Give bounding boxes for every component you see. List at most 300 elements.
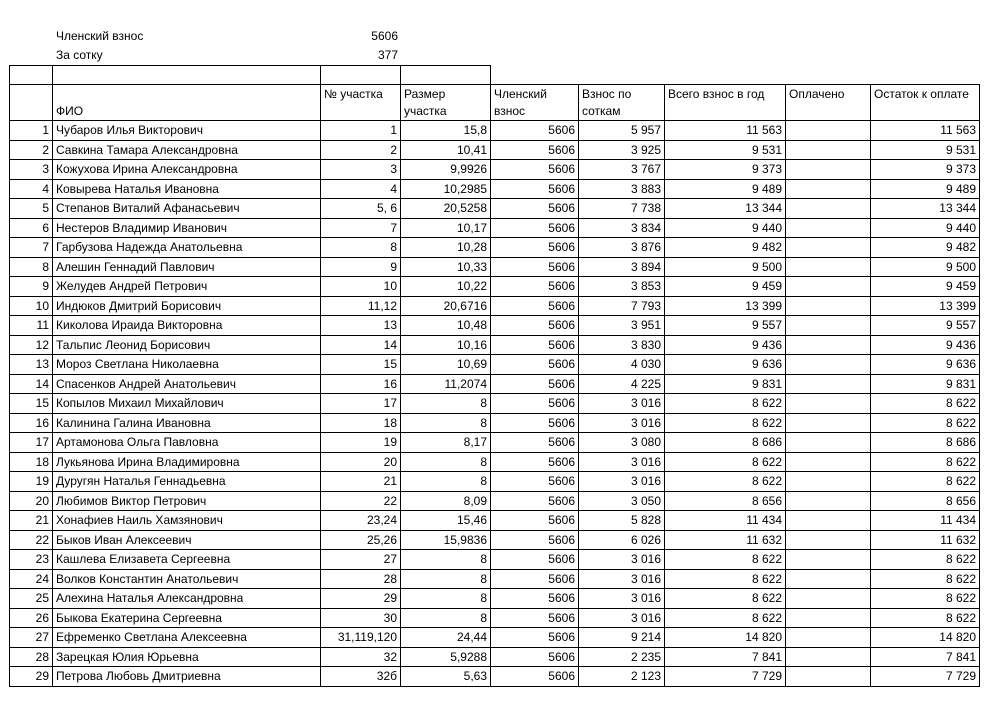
row-index: 10 <box>10 296 53 316</box>
table-row <box>10 179 980 199</box>
table-row <box>10 530 980 550</box>
row-total-year: 7 841 <box>665 647 786 667</box>
row-member-fee: 5606 <box>491 140 579 160</box>
row-member-fee: 5606 <box>491 238 579 258</box>
row-name: Мороз Светлана Николаевна <box>53 355 321 375</box>
row-sotka-fee: 2 235 <box>579 647 665 667</box>
row-paid <box>786 374 871 394</box>
row-remaining: 9 831 <box>871 374 980 394</box>
row-member-fee: 5606 <box>491 472 579 492</box>
row-plot-size: 8 <box>401 550 491 570</box>
row-name: Степанов Виталий Афанасьевич <box>53 199 321 219</box>
header-plot-size: Размер участка <box>401 85 491 121</box>
row-paid <box>786 121 871 141</box>
row-index: 26 <box>10 608 53 628</box>
row-total-year: 13 399 <box>665 296 786 316</box>
row-plot-size: 10,69 <box>401 355 491 375</box>
table-row <box>10 413 980 433</box>
row-plot-no: 19 <box>321 433 401 453</box>
row-plot-size: 15,46 <box>401 511 491 531</box>
row-total-year: 9 489 <box>665 179 786 199</box>
row-paid <box>786 257 871 277</box>
row-member-fee: 5606 <box>491 394 579 414</box>
row-total-year: 9 500 <box>665 257 786 277</box>
per-sotka-value: 377 <box>377 48 398 62</box>
row-total-year: 13 344 <box>665 199 786 219</box>
row-sotka-fee: 3 834 <box>579 218 665 238</box>
row-plot-no: 22 <box>321 491 401 511</box>
row-remaining: 8 656 <box>871 491 980 511</box>
row-total-year: 9 636 <box>665 355 786 375</box>
row-plot-size: 8 <box>401 608 491 628</box>
row-total-year: 9 440 <box>665 218 786 238</box>
row-plot-no: 7 <box>321 218 401 238</box>
row-plot-size: 8,09 <box>401 491 491 511</box>
row-plot-no: 4 <box>321 179 401 199</box>
row-sotka-fee: 3 016 <box>579 569 665 589</box>
row-remaining: 14 820 <box>871 628 980 648</box>
row-plot-size: 10,16 <box>401 335 491 355</box>
row-index: 27 <box>10 628 53 648</box>
row-name: Быкова Екатерина Сергеевна <box>53 608 321 628</box>
table-row <box>10 608 980 628</box>
row-sotka-fee: 3 925 <box>579 140 665 160</box>
row-sotka-fee: 3 050 <box>579 491 665 511</box>
header-index <box>10 85 53 121</box>
row-name: Хонафиев Наиль Хамзянович <box>53 511 321 531</box>
row-member-fee: 5606 <box>491 569 579 589</box>
table-row <box>10 511 980 531</box>
row-remaining: 8 622 <box>871 452 980 472</box>
row-total-year: 7 729 <box>665 667 786 687</box>
row-remaining: 11 632 <box>871 530 980 550</box>
row-plot-no: 32 <box>321 647 401 667</box>
row-remaining: 8 622 <box>871 550 980 570</box>
row-total-year: 9 459 <box>665 277 786 297</box>
row-plot-size: 15,9836 <box>401 530 491 550</box>
row-name: Алехина Наталья Александровна <box>53 589 321 609</box>
row-remaining: 13 399 <box>871 296 980 316</box>
row-paid <box>786 452 871 472</box>
row-member-fee: 5606 <box>491 589 579 609</box>
row-sotka-fee: 7 738 <box>579 199 665 219</box>
table-row <box>10 218 980 238</box>
row-paid <box>786 355 871 375</box>
row-remaining: 9 373 <box>871 160 980 180</box>
row-plot-no: 15 <box>321 355 401 375</box>
blank-cell <box>871 66 980 85</box>
row-member-fee: 5606 <box>491 608 579 628</box>
row-member-fee: 5606 <box>491 218 579 238</box>
row-plot-no: 2 <box>321 140 401 160</box>
row-paid <box>786 296 871 316</box>
row-plot-size: 20,6716 <box>401 296 491 316</box>
row-name: Кашлева Елизавета Сергеевна <box>53 550 321 570</box>
table-row <box>10 452 980 472</box>
row-sotka-fee: 3 016 <box>579 589 665 609</box>
table-row <box>10 238 980 258</box>
row-plot-size: 8 <box>401 413 491 433</box>
row-plot-size: 8 <box>401 589 491 609</box>
row-name: Дуругян Наталья Геннадьевна <box>53 472 321 492</box>
row-sotka-fee: 5 828 <box>579 511 665 531</box>
row-paid <box>786 569 871 589</box>
row-plot-no: 18 <box>321 413 401 433</box>
row-member-fee: 5606 <box>491 335 579 355</box>
row-plot-no: 17 <box>321 394 401 414</box>
row-name: Петрова Любовь Дмитриевна <box>53 667 321 687</box>
row-plot-no: 27 <box>321 550 401 570</box>
row-plot-no: 1 <box>321 121 401 141</box>
row-plot-size: 15,8 <box>401 121 491 141</box>
row-sotka-fee: 3 951 <box>579 316 665 336</box>
row-paid <box>786 238 871 258</box>
row-sotka-fee: 3 883 <box>579 179 665 199</box>
row-sotka-fee: 6 026 <box>579 530 665 550</box>
row-total-year: 8 622 <box>665 394 786 414</box>
row-member-fee: 5606 <box>491 511 579 531</box>
membership-fee-label: Членский взнос <box>56 29 144 43</box>
row-total-year: 9 831 <box>665 374 786 394</box>
row-paid <box>786 647 871 667</box>
row-remaining: 13 344 <box>871 199 980 219</box>
row-index: 16 <box>10 413 53 433</box>
row-member-fee: 5606 <box>491 355 579 375</box>
row-plot-size: 8 <box>401 569 491 589</box>
table-row <box>10 569 980 589</box>
row-paid <box>786 394 871 414</box>
row-plot-size: 10,22 <box>401 277 491 297</box>
row-plot-size: 8 <box>401 472 491 492</box>
row-index: 20 <box>10 491 53 511</box>
row-name: Желудев Андрей Петрович <box>53 277 321 297</box>
row-remaining: 9 557 <box>871 316 980 336</box>
row-member-fee: 5606 <box>491 199 579 219</box>
row-remaining: 11 563 <box>871 121 980 141</box>
row-member-fee: 5606 <box>491 121 579 141</box>
row-member-fee: 5606 <box>491 433 579 453</box>
row-name: Тальпис Леонид Борисович <box>53 335 321 355</box>
row-sotka-fee: 3 016 <box>579 413 665 433</box>
row-index: 25 <box>10 589 53 609</box>
row-plot-no: 29 <box>321 589 401 609</box>
row-index: 14 <box>10 374 53 394</box>
row-plot-no: 8 <box>321 238 401 258</box>
row-remaining: 9 531 <box>871 140 980 160</box>
row-plot-no: 30 <box>321 608 401 628</box>
row-plot-no: 21 <box>321 472 401 492</box>
row-name: Волков Константин Анатольевич <box>53 569 321 589</box>
row-member-fee: 5606 <box>491 257 579 277</box>
row-name: Ковырева Наталья Ивановна <box>53 179 321 199</box>
membership-fee-value: 5606 <box>371 29 398 43</box>
row-sotka-fee: 3 876 <box>579 238 665 258</box>
row-plot-size: 8,17 <box>401 433 491 453</box>
row-name: Быков Иван Алексеевич <box>53 530 321 550</box>
header-member-fee: Членский взнос <box>491 85 579 121</box>
row-total-year: 11 563 <box>665 121 786 141</box>
row-index: 21 <box>10 511 53 531</box>
row-plot-size: 11,2074 <box>401 374 491 394</box>
row-paid <box>786 530 871 550</box>
row-plot-no: 16 <box>321 374 401 394</box>
header-row <box>10 85 980 121</box>
row-paid <box>786 335 871 355</box>
row-index: 17 <box>10 433 53 453</box>
row-member-fee: 5606 <box>491 316 579 336</box>
row-sotka-fee: 3 016 <box>579 452 665 472</box>
row-sotka-fee: 5 957 <box>579 121 665 141</box>
row-member-fee: 5606 <box>491 452 579 472</box>
blank-row <box>10 66 980 85</box>
table-row <box>10 140 980 160</box>
row-paid <box>786 413 871 433</box>
row-name: Ефременко Светлана Алексеевна <box>53 628 321 648</box>
table-row <box>10 472 980 492</box>
row-total-year: 8 686 <box>665 433 786 453</box>
row-index: 11 <box>10 316 53 336</box>
row-remaining: 8 686 <box>871 433 980 453</box>
row-member-fee: 5606 <box>491 628 579 648</box>
table-row <box>10 277 980 297</box>
row-index: 29 <box>10 667 53 687</box>
row-plot-size: 10,2985 <box>401 179 491 199</box>
table-row <box>10 199 980 219</box>
blank-cell <box>665 66 786 85</box>
row-member-fee: 5606 <box>491 647 579 667</box>
row-paid <box>786 199 871 219</box>
table-row <box>10 335 980 355</box>
row-index: 3 <box>10 160 53 180</box>
table-row <box>10 374 980 394</box>
table-row <box>10 394 980 414</box>
row-plot-no: 9 <box>321 257 401 277</box>
fees-table <box>9 65 980 687</box>
blank-cell <box>579 66 665 85</box>
row-plot-no: 25,26 <box>321 530 401 550</box>
row-total-year: 9 557 <box>665 316 786 336</box>
row-remaining: 7 729 <box>871 667 980 687</box>
blank-cell <box>491 66 579 85</box>
row-sotka-fee: 3 853 <box>579 277 665 297</box>
blank-cell <box>786 66 871 85</box>
row-plot-no: 3 <box>321 160 401 180</box>
table-row <box>10 491 980 511</box>
row-total-year: 8 622 <box>665 569 786 589</box>
row-paid <box>786 628 871 648</box>
table-row <box>10 121 980 141</box>
row-index: 4 <box>10 179 53 199</box>
row-plot-no: 23,24 <box>321 511 401 531</box>
row-total-year: 11 434 <box>665 511 786 531</box>
row-remaining: 7 841 <box>871 647 980 667</box>
row-index: 22 <box>10 530 53 550</box>
blank-cell <box>321 66 401 85</box>
row-sotka-fee: 3 894 <box>579 257 665 277</box>
row-plot-no: 28 <box>321 569 401 589</box>
row-name: Любимов Виктор Петрович <box>53 491 321 511</box>
row-plot-size: 10,48 <box>401 316 491 336</box>
row-remaining: 9 482 <box>871 238 980 258</box>
row-member-fee: 5606 <box>491 530 579 550</box>
header-paid: Оплачено <box>786 85 871 121</box>
row-name: Савкина Тамара Александровна <box>53 140 321 160</box>
row-total-year: 8 622 <box>665 608 786 628</box>
row-name: Киколова Ираида Викторовна <box>53 316 321 336</box>
row-name: Чубаров Илья Викторович <box>53 121 321 141</box>
row-sotka-fee: 3 080 <box>579 433 665 453</box>
table-row <box>10 628 980 648</box>
header-total-year: Всего взнос в год <box>665 85 786 121</box>
row-plot-size: 8 <box>401 452 491 472</box>
header-name: ФИО <box>53 85 321 121</box>
row-total-year: 8 622 <box>665 550 786 570</box>
row-plot-no: 13 <box>321 316 401 336</box>
row-paid <box>786 218 871 238</box>
blank-cell <box>53 66 321 85</box>
row-sotka-fee: 3 016 <box>579 394 665 414</box>
table-row <box>10 433 980 453</box>
row-paid <box>786 608 871 628</box>
row-member-fee: 5606 <box>491 277 579 297</box>
row-index: 23 <box>10 550 53 570</box>
row-remaining: 9 440 <box>871 218 980 238</box>
row-plot-size: 5,9288 <box>401 647 491 667</box>
row-paid <box>786 277 871 297</box>
row-member-fee: 5606 <box>491 296 579 316</box>
table-row <box>10 160 980 180</box>
row-name: Индюков Дмитрий Борисович <box>53 296 321 316</box>
row-plot-size: 20,5258 <box>401 199 491 219</box>
row-remaining: 8 622 <box>871 394 980 414</box>
row-plot-no: 5, 6 <box>321 199 401 219</box>
row-remaining: 9 500 <box>871 257 980 277</box>
row-plot-no: 32б <box>321 667 401 687</box>
row-member-fee: 5606 <box>491 550 579 570</box>
blank-cell <box>10 66 53 85</box>
table-row <box>10 647 980 667</box>
row-sotka-fee: 9 214 <box>579 628 665 648</box>
row-index: 2 <box>10 140 53 160</box>
row-paid <box>786 433 871 453</box>
row-index: 13 <box>10 355 53 375</box>
row-member-fee: 5606 <box>491 374 579 394</box>
row-plot-size: 5,63 <box>401 667 491 687</box>
row-name: Спасенков Андрей Анатольевич <box>53 374 321 394</box>
row-name: Копылов Михаил Михайлович <box>53 394 321 414</box>
row-name: Алешин Геннадий Павлович <box>53 257 321 277</box>
row-total-year: 8 622 <box>665 589 786 609</box>
row-plot-size: 10,41 <box>401 140 491 160</box>
row-remaining: 9 636 <box>871 355 980 375</box>
row-total-year: 9 531 <box>665 140 786 160</box>
row-remaining: 9 436 <box>871 335 980 355</box>
row-sotka-fee: 2 123 <box>579 667 665 687</box>
row-sotka-fee: 4 225 <box>579 374 665 394</box>
row-sotka-fee: 3 767 <box>579 160 665 180</box>
row-sotka-fee: 3 830 <box>579 335 665 355</box>
table-row <box>10 667 980 687</box>
row-total-year: 9 436 <box>665 335 786 355</box>
row-index: 24 <box>10 569 53 589</box>
row-paid <box>786 550 871 570</box>
table-row <box>10 257 980 277</box>
table-row <box>10 550 980 570</box>
row-sotka-fee: 3 016 <box>579 608 665 628</box>
table-row <box>10 355 980 375</box>
row-member-fee: 5606 <box>491 160 579 180</box>
row-member-fee: 5606 <box>491 179 579 199</box>
row-total-year: 8 622 <box>665 452 786 472</box>
row-plot-size: 10,33 <box>401 257 491 277</box>
row-plot-no: 20 <box>321 452 401 472</box>
row-index: 18 <box>10 452 53 472</box>
header-sotka-fee: Взнос по соткам <box>579 85 665 121</box>
row-name: Артамонова Ольга Павловна <box>53 433 321 453</box>
row-total-year: 9 482 <box>665 238 786 258</box>
row-index: 5 <box>10 199 53 219</box>
row-name: Калинина Галина Ивановна <box>53 413 321 433</box>
row-paid <box>786 179 871 199</box>
row-paid <box>786 316 871 336</box>
row-index: 8 <box>10 257 53 277</box>
row-name: Зарецкая Юлия Юрьевна <box>53 647 321 667</box>
blank-cell <box>401 66 491 85</box>
row-paid <box>786 472 871 492</box>
row-remaining: 8 622 <box>871 589 980 609</box>
row-remaining: 8 622 <box>871 569 980 589</box>
row-plot-size: 10,28 <box>401 238 491 258</box>
row-plot-no: 31,119,120 <box>321 628 401 648</box>
row-member-fee: 5606 <box>491 491 579 511</box>
row-paid <box>786 160 871 180</box>
row-index: 6 <box>10 218 53 238</box>
row-remaining: 8 622 <box>871 472 980 492</box>
row-sotka-fee: 7 793 <box>579 296 665 316</box>
row-index: 28 <box>10 647 53 667</box>
row-paid <box>786 511 871 531</box>
row-name: Кожухова Ирина Александровна <box>53 160 321 180</box>
row-total-year: 8 656 <box>665 491 786 511</box>
row-name: Нестеров Владимир Иванович <box>53 218 321 238</box>
row-plot-no: 11,12 <box>321 296 401 316</box>
row-plot-no: 10 <box>321 277 401 297</box>
header-plot-no: № участка <box>321 85 401 121</box>
row-remaining: 8 622 <box>871 413 980 433</box>
row-plot-size: 10,17 <box>401 218 491 238</box>
row-plot-size: 24,44 <box>401 628 491 648</box>
row-plot-size: 8 <box>401 394 491 414</box>
table-row <box>10 589 980 609</box>
row-paid <box>786 491 871 511</box>
row-paid <box>786 589 871 609</box>
table-row <box>10 316 980 336</box>
row-paid <box>786 140 871 160</box>
row-sotka-fee: 3 016 <box>579 472 665 492</box>
table-row <box>10 296 980 316</box>
row-index: 1 <box>10 121 53 141</box>
per-sotka-label: За сотку <box>56 48 103 62</box>
header-remaining: Остаток к оплате <box>871 85 980 121</box>
row-sotka-fee: 3 016 <box>579 550 665 570</box>
row-remaining: 11 434 <box>871 511 980 531</box>
row-total-year: 8 622 <box>665 472 786 492</box>
row-sotka-fee: 4 030 <box>579 355 665 375</box>
row-name: Гарбузова Надежда Анатольевна <box>53 238 321 258</box>
row-total-year: 8 622 <box>665 413 786 433</box>
row-plot-size: 9,9926 <box>401 160 491 180</box>
row-index: 9 <box>10 277 53 297</box>
